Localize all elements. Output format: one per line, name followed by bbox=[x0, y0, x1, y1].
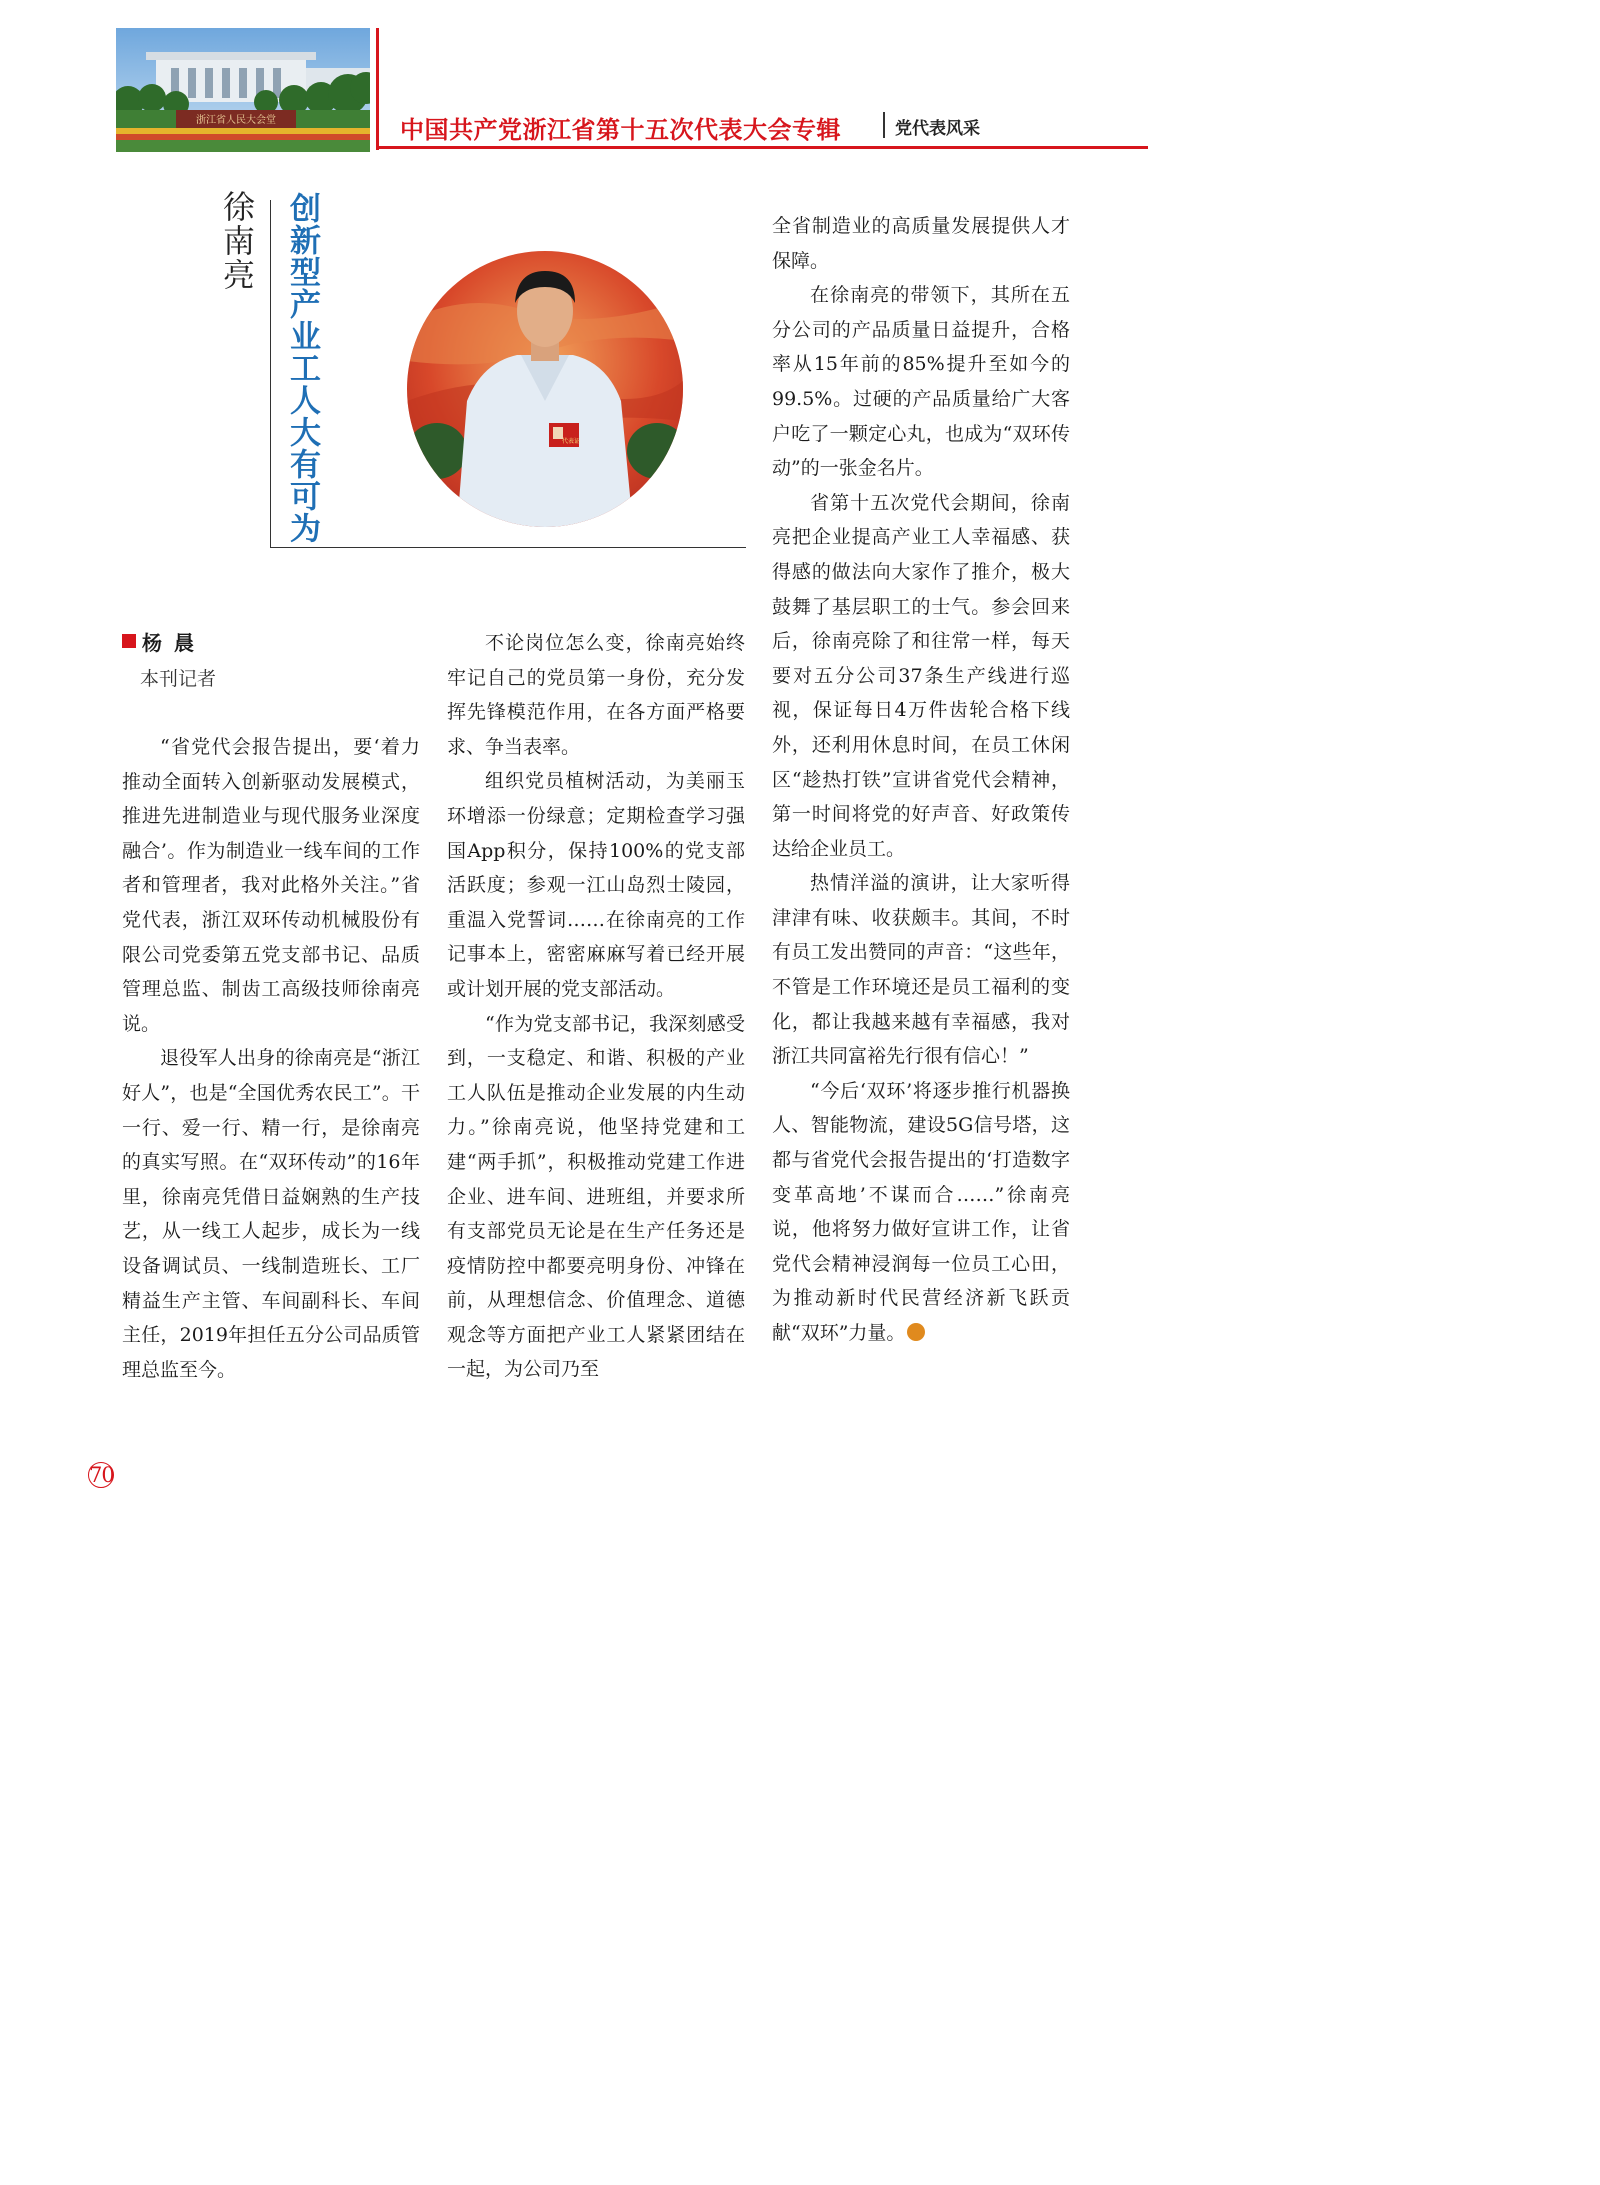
person-name: 徐南亮 bbox=[218, 190, 256, 292]
page-number: 70 bbox=[89, 1463, 114, 1487]
header-vertical-rule bbox=[376, 28, 379, 150]
paragraph-continuation: 全省制造业的高质量发展提供人才保障。 bbox=[772, 215, 1070, 272]
paragraph: 不论岗位怎么变，徐南亮始终牢记自己的党员第一身份，充分发挥先锋模范作用，在各方面严格要求、争当表率。 bbox=[447, 632, 745, 758]
paragraph: “省党代会报告提出，要‘着力推动全面转入创新驱动发展模式，推进先进制造业与现代服务业深度融合’。作为制造业一线车间的工作者和管理者，我对此格外关注。”省党代表，浙江双环传动机械股份有限公司党委第五党支部书记、品质管理总监、制齿工高级技师徐南亮说。 bbox=[122, 736, 420, 1035]
header-photo-sign: 浙江省人民大会堂 bbox=[196, 115, 276, 126]
header-separator bbox=[883, 112, 885, 138]
byline-role: 本刊记者 bbox=[140, 668, 217, 690]
paragraph: 省第十五次党代会期间，徐南亮把企业提高产业工人幸福感、获得感的做法向大家作了推介，极大鼓舞了基层职工的士气。参会回来后，徐南亮除了和往常一样，每天要对五分公司37条生产线进行巡视，保证每日4万件齿轮合格下线外，还利用休息时间，在员工休闲区“趁热打铁”宣讲省党代会精神，第一时间将党的好声音、好政策传达给企业员工。 bbox=[772, 491, 1070, 860]
byline-marker bbox=[122, 634, 136, 648]
paragraph: “作为党支部书记，我深刻感受到，一支稳定、和谐、积极的产业工人队伍是推动企业发展的内生动力。”徐南亮说，他坚持党建和工建“两手抓”，积极推动党建工作进企业、进车间、进班组，并要求所有支部党员无论是在生产任务还是疫情防控中都要亮明身份、冲锋在前，从理想信念、价值理念、道德观念等方面把产业工人紧紧团结在一起，为公司乃至 bbox=[447, 1012, 745, 1381]
paragraph: 退役军人出身的徐南亮是“浙江好人”，也是“全国优秀农民工”。干一行、爱一行、精一行，是徐南亮的真实写照。在“双环传动”的16年里，徐南亮凭借日益娴熟的生产技艺，从一线工人起步，成长为一线设备调试员、一线制造班长、工厂精益生产主管、车间副科长、车间主任，2019年担任五分公司品质管理总监至今。 bbox=[122, 1047, 420, 1381]
paragraph: 在徐南亮的带领下，其所在五分公司的产品质量日益提升，合格率从15年前的85%提升至如今的99.5%。过硬的产品质量给广大客户吃了一颗定心丸，也成为“双环传动”的一张金名片。 bbox=[772, 284, 1070, 480]
byline-author: 杨晨 bbox=[142, 631, 206, 655]
text-column-3 bbox=[772, 209, 1070, 1351]
text-column-2 bbox=[447, 626, 745, 1387]
portrait-photo bbox=[407, 251, 683, 527]
paragraph: 热情洋溢的演讲，让大家听得津津有味、收获颇丰。其间，不时有员工发出赞同的声音：“这些年，不管是工作环境还是员工福利的变化，都让我越来越有幸福感，我对浙江共同富裕先行很有信心！” bbox=[772, 872, 1070, 1068]
header-horizontal-rule bbox=[376, 146, 1148, 149]
header-photo bbox=[116, 28, 370, 152]
headline-horizontal-rule bbox=[270, 547, 746, 548]
text-column-1 bbox=[122, 730, 420, 1387]
issue-title: 中国共产党浙江省第十五次代表大会专辑 bbox=[400, 116, 841, 144]
paragraph bbox=[772, 1074, 1070, 1351]
paragraph: 组织党员植树活动，为美丽玉环增添一份绿意；定期检查学习强国App积分，保持100%的党支部活跃度；参观一江山岛烈士陵园，重温入党誓词……在徐南亮的工作记事本上，密密麻麻写着已经开展或计划开展的党支部活动。 bbox=[447, 770, 745, 1000]
section-label: 党代表风采 bbox=[895, 119, 980, 139]
end-mark-icon bbox=[907, 1323, 925, 1341]
headline-vertical-rule bbox=[270, 200, 271, 548]
delegate-badge-text: 代表证 bbox=[561, 438, 581, 445]
paragraph-text: “今后‘双环’将逐步推行机器换人、智能物流，建设5G信号塔，这都与省党代会报告提出的‘打造数字变革高地’不谋而合……”徐南亮说，他将努力做好宣讲工作，让省党代会精神浸润每一位员工心田，为推动新时代民营经济新飞跃贡献“双环”力量。 bbox=[772, 1079, 1070, 1344]
article-headline: 创新型产业工人大有可为 bbox=[284, 192, 320, 544]
